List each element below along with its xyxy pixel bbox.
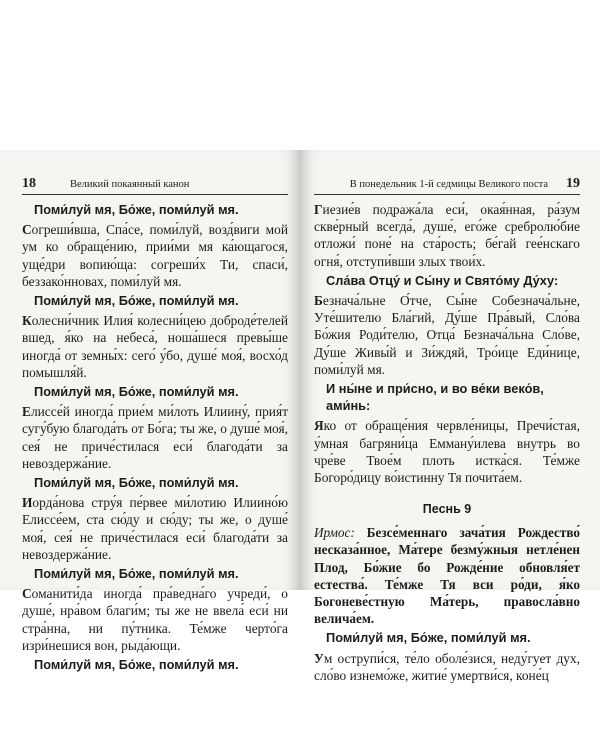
paragraph-text: м острупи́ся, те́ло оболе́зися, неду́гует дух, сло́во изнемо́же, житие́ умертви́ся, коне́ц (314, 650, 580, 683)
ode-heading: Песнь 9 (422, 502, 472, 517)
paragraph-text: огреши́вша, Спа́се, поми́луй, возд́виги мой ум ко обраще́нию, прии́ми мя ка́ющагося, уще́дри вопию́ща: согреши́х Ти, спаси́, беззако́нновах, поми́луй мя. (22, 222, 288, 289)
refrain-line: Поми́луй мя, Бо́же, поми́луй мя. (34, 202, 239, 217)
left-running-head (22, 150, 288, 195)
troparion-paragraph (22, 585, 288, 654)
refrain-line: Поми́луй мя, Бо́же, поми́луй мя. (34, 293, 239, 309)
right-page-number: 19 (566, 176, 580, 191)
refrain-line: Поми́луй мя, Бо́же, поми́луй мя. (326, 630, 531, 646)
initial-letter: И (22, 495, 33, 511)
left-page (0, 150, 300, 673)
troparion-paragraph (314, 650, 580, 684)
initial-letter: У (314, 650, 324, 666)
left-running-title: Великий покаянный канон (70, 179, 190, 190)
initial-letter: С (22, 222, 32, 238)
paragraph-text: олесни́чник Илия́ колесни́цею доброде́телей вшед, я́ко на небеса́, ноша́шеся превы́ше иногда́ от земны́х: сего́ у́бо, душе́ моя́, восхо́д помышля́й. (22, 313, 288, 380)
irmos-label: Ирмос: (314, 525, 367, 541)
initial-letter: С (22, 586, 32, 602)
refrain-line: Поми́луй мя, Бо́же, поми́луй мя. (34, 384, 239, 400)
refrain-line: Поми́луй мя, Бо́же, поми́луй мя. (34, 475, 239, 491)
paragraph-text: езнача́льне О́тче, Сы́не Собезнача́льне, Уте́шителю Бла́гий, Ду́ше Пра́вый, Сло́ва Бо́жия Роди́телю, Отца́ Безнача́льна Сло́ве, Ду́ше Живы́й и Зи́ждяй, Тро́ице Еди́нице, поми́луй мя. (314, 293, 580, 377)
troparion-paragraph (314, 201, 580, 270)
initial-letter: Г (314, 202, 323, 217)
troparion-paragraph (22, 312, 288, 381)
right-running-head (314, 150, 580, 195)
troparion-paragraph (22, 403, 288, 472)
paragraph-text: орда́нова стру́я пе́рвее ми́лотию Илиино́ю Елиссе́ем, ста сю́ду и сю́ду; ты же, о душе́ моя́, сея́ не приче́стилася еси́ благода́ти за невоздержа́ние. (22, 495, 288, 562)
paragraph-text: ко от обраще́ния червле́ницы, Пречи́стая, у́мная багряни́ца Емману́илева внутрь во чре́ве Твое́м плоть истка́ся. Те́мже Богоро́дицу во́истинну Тя почита́ем. (314, 418, 580, 486)
paragraph-text: лиссе́й иногда́ прие́м ми́лоть Илиину́, прия́т сугу́бую благода́ть от Бо́га; ты же, о душе́ моя́, сея́ не приче́стилася еси́ благода́ти за невоздержа́ние. (22, 404, 288, 471)
initial-letter: Е (22, 404, 31, 420)
left-text-body (22, 201, 288, 673)
refrain-line: И ны́не и при́сно, и во ве́ки веко́в, ами́нь: (326, 381, 544, 414)
irmos-text: Безсе́меннаго зача́тия Рождество́ несказа́нное, Ма́тере безму́жныя нетле́нен Плод, Бо́жие бо Рожде́ние обновля́ет естества́. Те́мже Тя вси ро́ди, я́ко Богоневе́стную Ма́терь, правосла́вно велича́ем. (314, 525, 580, 627)
initial-letter: К (22, 313, 32, 329)
left-page-number: 18 (22, 176, 36, 191)
initial-letter: Б (314, 293, 323, 309)
paragraph-text: оманити́да иногда́ пра́ведна́го учреди́, о душе́, нра́вом благи́м; ты же не ввела́ еси́ ни стра́нна, ни пу́тника. Те́мже черто́га изри́нешися вон, рыда́ющи. (22, 586, 288, 653)
right-running-title: В понедельник 1-й седмицы Великого поста (349, 179, 548, 190)
paragraph-text: иезие́в подража́ла еси́, окая́нная, ра́зум скве́рный всегда́, душе́, его́же сребролю́бие отложи́ поне́ на ста́рость; бе́гай гее́нскаго огня́, отступи́вши злых твои́х. (314, 202, 580, 269)
irmos-paragraph (314, 524, 580, 627)
troparion-paragraph (22, 221, 288, 290)
troparion-paragraph (22, 494, 288, 563)
refrain-line: Поми́луй мя, Бо́же, поми́луй мя. (34, 566, 239, 582)
refrain-line: Поми́луй мя, Бо́же, поми́луй мя. (34, 657, 239, 673)
initial-letter: Я (314, 418, 324, 434)
right-text-body (314, 201, 580, 684)
troparion-paragraph (314, 417, 580, 486)
refrain-line: Сла́ва Отцу́ и Сы́ну и Свято́му Ду́ху: (326, 272, 559, 288)
right-page (300, 150, 600, 683)
troparion-paragraph (314, 292, 580, 378)
